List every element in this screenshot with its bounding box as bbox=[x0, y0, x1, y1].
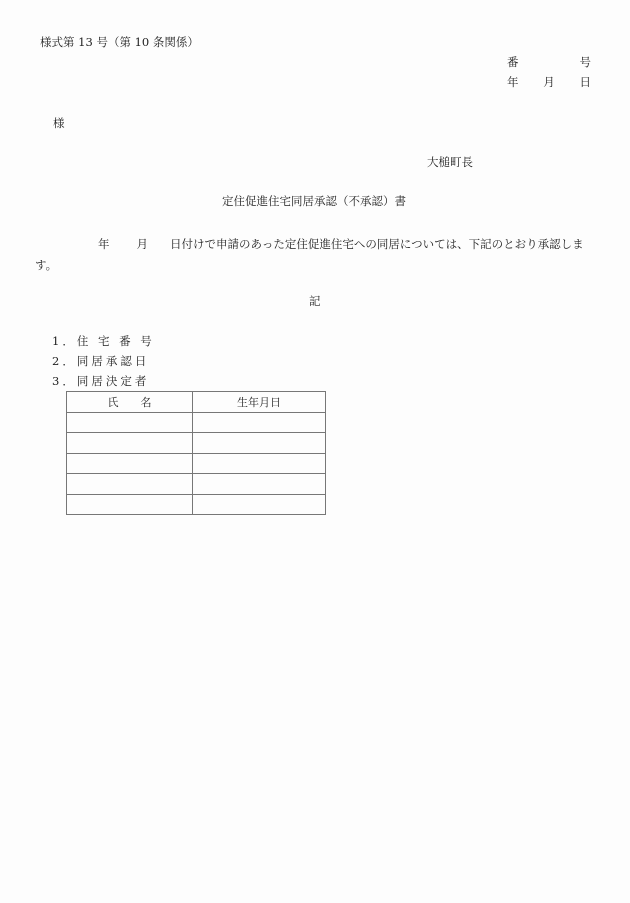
addressee: 様 bbox=[53, 116, 65, 130]
persons-table bbox=[66, 391, 326, 515]
ki-heading: 記 bbox=[309, 294, 321, 308]
birthdate-cell[interactable] bbox=[193, 474, 326, 495]
header-name: 氏 名 bbox=[67, 392, 193, 413]
birthdate-cell[interactable] bbox=[193, 433, 326, 454]
item-approval-date: 2．同居承認日 bbox=[52, 354, 150, 368]
body-month: 月 bbox=[136, 237, 148, 251]
date-day: 日 bbox=[579, 75, 591, 89]
date-month: 月 bbox=[543, 75, 555, 89]
number-label: 番 bbox=[507, 55, 519, 69]
name-cell[interactable] bbox=[67, 453, 193, 474]
body-line-1 bbox=[35, 234, 593, 255]
birthdate-cell[interactable] bbox=[193, 494, 326, 515]
date-year: 年 bbox=[507, 75, 519, 89]
table-row bbox=[67, 453, 326, 474]
document-date-row bbox=[507, 75, 591, 89]
form-number: 様式第 13 号（第 10 条関係） bbox=[40, 35, 199, 49]
birthdate-cell[interactable] bbox=[193, 412, 326, 433]
body-line-2: す。 bbox=[35, 258, 58, 272]
document-number-row bbox=[507, 55, 591, 69]
table-row bbox=[67, 474, 326, 495]
table-row bbox=[67, 412, 326, 433]
item-decided-persons: 3．同居決定者 bbox=[52, 374, 150, 388]
header-birthdate: 生年月日 bbox=[193, 392, 326, 413]
birthdate-cell[interactable] bbox=[193, 453, 326, 474]
name-cell[interactable] bbox=[67, 433, 193, 454]
number-suffix: 号 bbox=[579, 55, 591, 69]
table-row bbox=[67, 433, 326, 454]
name-cell[interactable] bbox=[67, 494, 193, 515]
document-title: 定住促進住宅同居承認（不承認）書 bbox=[222, 194, 406, 208]
table-row bbox=[67, 494, 326, 515]
issuer: 大槌町長 bbox=[427, 155, 473, 169]
table-header-row bbox=[67, 392, 326, 413]
item-house-number: 1．住 宅 番 号 bbox=[52, 334, 155, 348]
name-cell[interactable] bbox=[67, 412, 193, 433]
body-text-rest: 日付けで申請のあった定住促進住宅への同居については、下記のとおり承認しま bbox=[170, 237, 584, 251]
name-cell[interactable] bbox=[67, 474, 193, 495]
body-paragraph bbox=[35, 234, 593, 276]
body-year: 年 bbox=[98, 237, 110, 251]
